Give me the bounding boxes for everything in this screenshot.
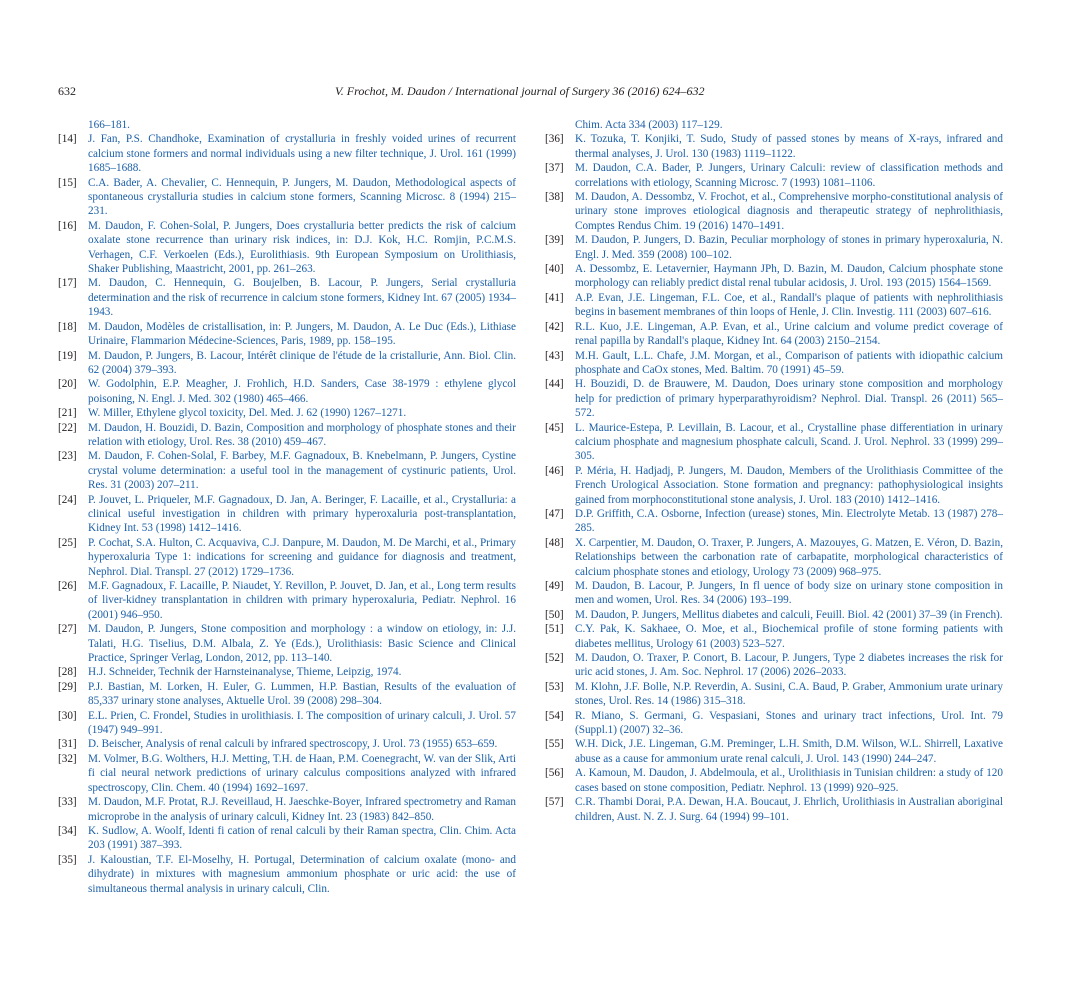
reference-text[interactable]: A. Dessombz, E. Letavernier, Haymann JPh, D. Bazin, M. Daudon, Calcium phosphate stone morphology can reliably predict distal renal tubular acidosis, J. Urol. 193 (2015) 1564–1569. bbox=[575, 263, 1003, 290]
reference-number: [42] bbox=[545, 320, 564, 333]
reference-item bbox=[58, 853, 516, 896]
reference-number: [21] bbox=[58, 407, 77, 420]
reference-text[interactable]: K. Tozuka, T. Konjiki, T. Sudo, Study of passed stones by means of X-rays, infrared and thermal analyses, J. Urol. 130 (1983) 1119–1122. bbox=[575, 133, 1003, 160]
reference-item bbox=[545, 377, 1003, 420]
reference-text[interactable]: M.F. Gagnadoux, F. Lacaille, P. Niaudet, Y. Revillon, P. Jouvet, D. Jan, et al., Long term results of liver-kidney transplantation in children with primary hyperoxaluria, Pediatr. Nephrol. 16 (2001) 946–950. bbox=[88, 580, 516, 621]
reference-text[interactable]: K. Sudlow, A. Woolf, Identi fi cation of renal calculi by their Raman spectra, Clin. Chim. Acta 203 (1991) 387–393. bbox=[88, 824, 516, 852]
reference-item bbox=[58, 709, 516, 738]
reference-text[interactable]: E.L. Prien, C. Frondel, Studies in urolithiasis. I. The composition of urinary calculi, J. Urol. 57 (1947) 949–991. bbox=[88, 709, 516, 737]
reference-text[interactable]: C.A. Bader, A. Chevalier, C. Hennequin, P. Jungers, M. Daudon, Methodological aspects of spontaneous crystalluria studies in calcium stone formers, Scanning Microsc. 8 (1994) 215–231. bbox=[88, 176, 516, 218]
reference-item bbox=[545, 651, 1003, 680]
reference-item bbox=[545, 262, 1003, 291]
reference-text[interactable]: M.H. Gault, L.L. Chafe, J.M. Morgan, et al., Comparison of patients with idiopathic calcium phosphate and CaOx stones, Med. Baltim. 70 (1991) 45–59. bbox=[575, 349, 1003, 376]
reference-item bbox=[545, 579, 1003, 608]
reference-text[interactable]: M. Volmer, B.G. Wolthers, H.J. Metting, T.H. de Haan, P.M. Coenegracht, W. van der Slik, Arti fi cial neural network predictions of urinary calculus compositions analyzed with infrared spectroscopy, Clin. Chem. 40 (1994) 1692–1697. bbox=[88, 752, 516, 794]
reference-item bbox=[58, 665, 516, 679]
references-left-column bbox=[58, 118, 516, 896]
reference-item bbox=[58, 377, 516, 406]
reference-item bbox=[58, 406, 516, 420]
reference-text[interactable]: P. Jouvet, L. Priqueler, M.F. Gagnadoux, D. Jan, A. Beringer, F. Lacaille, et al., Crystalluria: a clinical useful investigation in children with primary hyperoxaluria post-transplantation, Kidney Int. 53 (1998) 1412–1416. bbox=[88, 493, 516, 535]
reference-text[interactable]: C.Y. Pak, K. Sakhaee, O. Moe, et al., Biochemical profile of stone forming patients with diabetes mellitus, Urology 61 (2003) 523–527. bbox=[575, 623, 1003, 650]
reference-item bbox=[545, 622, 1003, 651]
reference-text[interactable]: M. Daudon, P. Jungers, D. Bazin, Peculiar morphology of stones in primary hyperoxaluria, N. Engl. J. Med. 359 (2008) 100–102. bbox=[575, 234, 1003, 261]
reference-text[interactable]: M. Daudon, H. Bouzidi, D. Bazin, Composition and morphology of phosphate stones and their relation with etiology, Urol. Res. 38 (2010) 459–467. bbox=[88, 421, 516, 448]
reference-item bbox=[545, 161, 1003, 190]
reference-item bbox=[545, 291, 1003, 320]
reference-text[interactable]: J. Kaloustian, T.F. El-Moselhy, H. Portugal, Determination of calcium oxalate (mono- and dihydrate) in mixtures with magnesium ammonium phosphate or uric acid: the use of simultaneous thermal analysis in urinary calculi, Clin. bbox=[88, 853, 516, 895]
reference-number: [17] bbox=[58, 277, 77, 290]
reference-item bbox=[545, 320, 1003, 349]
reference-text[interactable]: A. Kamoun, M. Daudon, J. Abdelmoula, et al., Urolithiasis in Tunisian children: a study of 120 cases based on stone composition, Pediatr. Nephrol. 13 (1999) 920–925. bbox=[575, 767, 1003, 794]
reference-text[interactable]: R. Miano, S. Germani, G. Vespasiani, Stones and urinary tract infections, Urol. Int. 79 (Suppl.1) (2007) 32–36. bbox=[575, 709, 1003, 737]
reference-text[interactable]: C.R. Thambi Dorai, P.A. Dewan, H.A. Boucaut, J. Ehrlich, Urolithiasis in Australian aboriginal children, Aust. N. Z. J. Surg. 64 (1994) 99–101. bbox=[575, 796, 1003, 823]
reference-number: [39] bbox=[545, 234, 564, 247]
reference-text[interactable]: M. Daudon, B. Lacour, P. Jungers, In fl uence of body size on urinary stone composition in men and women, Urol. Res. 34 (2006) 193–199. bbox=[575, 580, 1003, 607]
reference-item bbox=[545, 680, 1003, 709]
reference-item bbox=[545, 536, 1003, 579]
reference-text[interactable]: M. Daudon, F. Cohen-Solal, F. Barbey, M.F. Gagnadoux, B. Knebelmann, P. Jungers, Cystine crystal volume determination: a useful tool in the management of cystinuric patients, Urol. Res. 31 (2003) 207–211. bbox=[88, 450, 516, 492]
reference-number: [41] bbox=[545, 291, 564, 304]
reference-item bbox=[545, 190, 1003, 233]
reference-text[interactable]: W.H. Dick, J.E. Lingeman, G.M. Preminger, L.H. Smith, D.M. Wilson, W.L. Shirrell, Laxative abuse as a cause for ammonium urate renal calculi, J. Urol. 143 (1990) 244–247. bbox=[575, 738, 1003, 765]
reference-text[interactable]: M. Daudon, A. Dessombz, V. Frochot, et al., Comprehensive morpho-constitutional analysis of urinary stone improves etiological diagnosis and therapeutic strategy of nephrolithiasis, Comptes Rendus Chim. 19 (2016) 1470–1491. bbox=[575, 191, 1003, 232]
reference-number: [53] bbox=[545, 680, 564, 693]
reference-text[interactable]: M. Klohn, J.F. Bolle, N.P. Reverdin, A. Susini, C.A. Baud, P. Graber, Ammonium urate urinary stones, Urol. Res. 14 (1986) 315–318. bbox=[575, 680, 1003, 708]
reference-item bbox=[58, 421, 516, 450]
reference-number: [35] bbox=[58, 853, 77, 866]
reference-number: [55] bbox=[545, 738, 564, 751]
reference-text[interactable]: M. Daudon, F. Cohen-Solal, P. Jungers, Does crystalluria better predicts the risk of calcium oxalate stone recurrence than urinary risk indices, in: D.J. Kok, H.C. Romjin, P.C.M.S. Verhagen, C.F. Verkoelen (Eds.), Eurolithiasis. 9th European Symposium on Urolithiasis, Shaker Publishing, Maastricht, 2001, pp. 261–263. bbox=[88, 219, 516, 276]
reference-text[interactable]: W. Godolphin, E.P. Meagher, J. Frohlich, H.D. Sanders, Case 38-1979 : ethylene glycol poisoning, N. Engl. J. Med. 302 (1980) 465–466. bbox=[88, 378, 516, 405]
reference-number: [23] bbox=[58, 450, 77, 463]
reference-text[interactable]: P. Cochat, S.A. Hulton, C. Acquaviva, C.J. Danpure, M. Daudon, M. De Marchi, et al., Primary hyperoxaluria Type 1: indications for screening and guidance for diagnosis and treatment, Nephrol. Dial. Transpl. 27 (2012) 1729–1736. bbox=[88, 536, 516, 578]
reference-text[interactable]: X. Carpentier, M. Daudon, O. Traxer, P. Jungers, A. Mazouyes, G. Matzen, E. Véron, D. Bazin, Relationships between the carbonation rate of carbapatite, morphological characteristics of calcium phosphate stones and etiology, Urology 73 (2009) 968–975. bbox=[575, 536, 1003, 578]
reference-item bbox=[58, 622, 516, 665]
reference-item bbox=[58, 449, 516, 492]
reference-item bbox=[58, 795, 516, 824]
reference-number: [40] bbox=[545, 263, 564, 276]
reference-number: [51] bbox=[545, 623, 564, 636]
reference-text[interactable]: M. Daudon, P. Jungers, Stone composition and morphology : a window on etiology, in: J.J. Talati, H.G. Tiselius, D.M. Albala, Z. Ye (Eds.), Urolithiasis: Basic Science and Clinical Practice, Springer Verlag, London, 2012, pp. 113–140. bbox=[88, 623, 516, 665]
reference-text[interactable]: M. Daudon, P. Jungers, B. Lacour, Intérêt clinique de l'étude de la cristallurie, Ann. Biol. Clin. 62 (2004) 379–393. bbox=[88, 349, 516, 376]
reference-text[interactable]: H. Bouzidi, D. de Brauwere, M. Daudon, Does urinary stone composition and morphology help for prediction of primary hyperparathyroidism? Nephrol. Dial. Transpl. 26 (2011) 565–572. bbox=[575, 378, 1003, 420]
reference-item bbox=[545, 766, 1003, 795]
reference-number: [54] bbox=[545, 709, 564, 722]
reference-number: [22] bbox=[58, 421, 77, 434]
reference-text[interactable]: M. Daudon, M.F. Protat, R.J. Reveillaud, H. Jaeschke-Boyer, Infrared spectrometry and Raman microprobe in the analysis of urinary calculi, Kidney Int. 23 (1983) 842–850. bbox=[88, 796, 516, 823]
reference-text[interactable]: D. Beischer, Analysis of renal calculi by infrared spectroscopy, J. Urol. 73 (1955) 653–659. bbox=[88, 738, 498, 751]
page-header bbox=[58, 84, 1018, 100]
reference-text[interactable]: M. Daudon, C.A. Bader, P. Jungers, Urinary Calculi: review of classification methods and correlations with etiology, Scanning Microsc. 7 (1993) 1081–1106. bbox=[575, 162, 1003, 189]
reference-text[interactable]: H.J. Schneider, Technik der Harnsteinanalyse, Thieme, Leipzig, 1974. bbox=[88, 666, 402, 679]
reference-number: [16] bbox=[58, 219, 77, 232]
reference-number: [24] bbox=[58, 493, 77, 506]
reference-number: [36] bbox=[545, 133, 564, 146]
reference-item bbox=[58, 737, 516, 751]
reference-item bbox=[545, 421, 1003, 464]
reference-number: [46] bbox=[545, 464, 564, 477]
reference-text[interactable]: D.P. Griffith, C.A. Osborne, Infection (urease) stones, Min. Electrolyte Metab. 13 (1987) 278–285. bbox=[575, 507, 1003, 535]
reference-text[interactable]: A.P. Evan, J.E. Lingeman, F.L. Coe, et al., Randall's plaque of patients with nephrolithiasis begins in basement membranes of thin loops of Henle, J. Clin. Investig. 111 (2003) 607–616. bbox=[575, 291, 1003, 319]
reference-text[interactable]: J. Fan, P.S. Chandhoke, Examination of crystalluria in freshly voided urines of recurrent calcium stone formers and normal individuals using a new filter technique, J. Urol. 161 (1999) 1685–1688. bbox=[88, 133, 516, 175]
reference-number: [49] bbox=[545, 580, 564, 592]
reference-item bbox=[545, 132, 1003, 161]
reference-number: [38] bbox=[545, 191, 564, 204]
reference-item bbox=[58, 493, 516, 536]
reference-text[interactable]: W. Miller, Ethylene glycol toxicity, Del. Med. J. 62 (1990) 1267–1271. bbox=[88, 407, 407, 420]
reference-item bbox=[545, 709, 1003, 738]
reference-number: [50] bbox=[545, 608, 564, 621]
reference-item bbox=[58, 824, 516, 853]
reference-number: [44] bbox=[545, 378, 564, 391]
reference-item bbox=[58, 579, 516, 622]
reference-item bbox=[545, 464, 1003, 507]
reference-number: [26] bbox=[58, 580, 77, 592]
reference-item bbox=[58, 276, 516, 319]
reference-item bbox=[58, 176, 516, 219]
reference-item bbox=[545, 795, 1003, 824]
reference-number: [43] bbox=[545, 349, 564, 362]
reference-item bbox=[58, 320, 516, 349]
reference-number: [56] bbox=[545, 767, 564, 780]
reference-number: [15] bbox=[58, 176, 77, 189]
reference-number: [20] bbox=[58, 378, 77, 391]
reference-continuation: 166–181. bbox=[88, 119, 130, 131]
reference-number: [33] bbox=[58, 796, 77, 809]
reference-text[interactable]: M. Daudon, C. Hennequin, G. Boujelben, B. Lacour, P. Jungers, Serial crystalluria determination and the risk of recurrence in calcium stone formers, Kidney Int. 67 (2005) 1934–1943. bbox=[88, 277, 516, 319]
reference-number: [29] bbox=[58, 680, 77, 693]
reference-item bbox=[58, 219, 516, 277]
reference-number: [32] bbox=[58, 752, 77, 765]
reference-item bbox=[545, 507, 1003, 536]
reference-text[interactable]: R.L. Kuo, J.E. Lingeman, A.P. Evan, et al., Urine calcium and volume predict coverage of renal papilla by Randall's plaque, Kidney Int. 64 (2003) 2150–2154. bbox=[575, 320, 1003, 348]
reference-number: [28] bbox=[58, 666, 77, 679]
reference-text[interactable]: P.J. Bastian, M. Lorken, H. Euler, G. Lummen, H.P. Bastian, Results of the evaluation of 85,337 urinary stone analyses, Aktuelle Urol. 39 (2008) 298–304. bbox=[88, 680, 516, 708]
reference-number: [47] bbox=[545, 507, 564, 520]
reference-number: [14] bbox=[58, 133, 77, 146]
reference-item bbox=[58, 536, 516, 579]
reference-number: [31] bbox=[58, 738, 77, 751]
reference-text[interactable]: P. Méria, H. Hadjadj, P. Jungers, M. Daudon, Members of the Urolithiasis Committee of the French Urological Association. Stone formation and pregnancy: pathophysiological insights gained from morphoconstitutional stone analysis, J. Urol. 183 (2010) 1412–1416. bbox=[575, 464, 1003, 506]
running-title: V. Frochot, M. Daudon / International journal of Surgery 36 (2016) 624–632 bbox=[335, 84, 705, 98]
reference-number: [52] bbox=[545, 652, 564, 665]
references-right-column bbox=[545, 118, 1003, 824]
reference-item bbox=[58, 132, 516, 175]
reference-item bbox=[58, 680, 516, 709]
reference-item bbox=[545, 737, 1003, 766]
reference-item bbox=[545, 608, 1003, 622]
page-number: 632 bbox=[58, 84, 76, 98]
reference-continuation: Chim. Acta 334 (2003) 117–129. bbox=[575, 119, 723, 131]
reference-text[interactable]: L. Maurice-Estepa, P. Levillain, B. Lacour, et al., Crystalline phase differentiation in urinary calcium phosphate and magnesium phosphate calculi, Scand. J. Urol. Nephrol. 33 (1999) 299–305. bbox=[575, 421, 1003, 463]
reference-item bbox=[58, 349, 516, 378]
reference-number: [37] bbox=[545, 162, 564, 175]
reference-number: [25] bbox=[58, 536, 77, 549]
reference-number: [48] bbox=[545, 536, 564, 549]
reference-text[interactable]: M. Daudon, P. Jungers, Mellitus diabetes and calculi, Feuill. Biol. 42 (2001) 37–39 (in French). bbox=[575, 608, 1003, 621]
reference-item bbox=[545, 349, 1003, 378]
reference-text[interactable]: M. Daudon, O. Traxer, P. Conort, B. Lacour, P. Jungers, Type 2 diabetes increases the risk for uric acid stones, J. Am. Soc. Nephrol. 17 (2006) 2026–2033. bbox=[575, 652, 1003, 679]
reference-number: [27] bbox=[58, 623, 77, 636]
reference-number: [34] bbox=[58, 824, 77, 837]
reference-number: [30] bbox=[58, 709, 77, 722]
reference-text[interactable]: M. Daudon, Modèles de cristallisation, in: P. Jungers, M. Daudon, A. Le Duc (Eds.), Lithiase Urinaire, Flammarion Médecine-Sciences, Paris, 1989, pp. 158–195. bbox=[88, 320, 516, 348]
reference-number: [57] bbox=[545, 796, 564, 809]
reference-number: [19] bbox=[58, 349, 77, 362]
reference-number: [18] bbox=[58, 320, 77, 333]
reference-number: [45] bbox=[545, 421, 564, 434]
reference-item bbox=[545, 233, 1003, 262]
reference-item bbox=[58, 752, 516, 795]
